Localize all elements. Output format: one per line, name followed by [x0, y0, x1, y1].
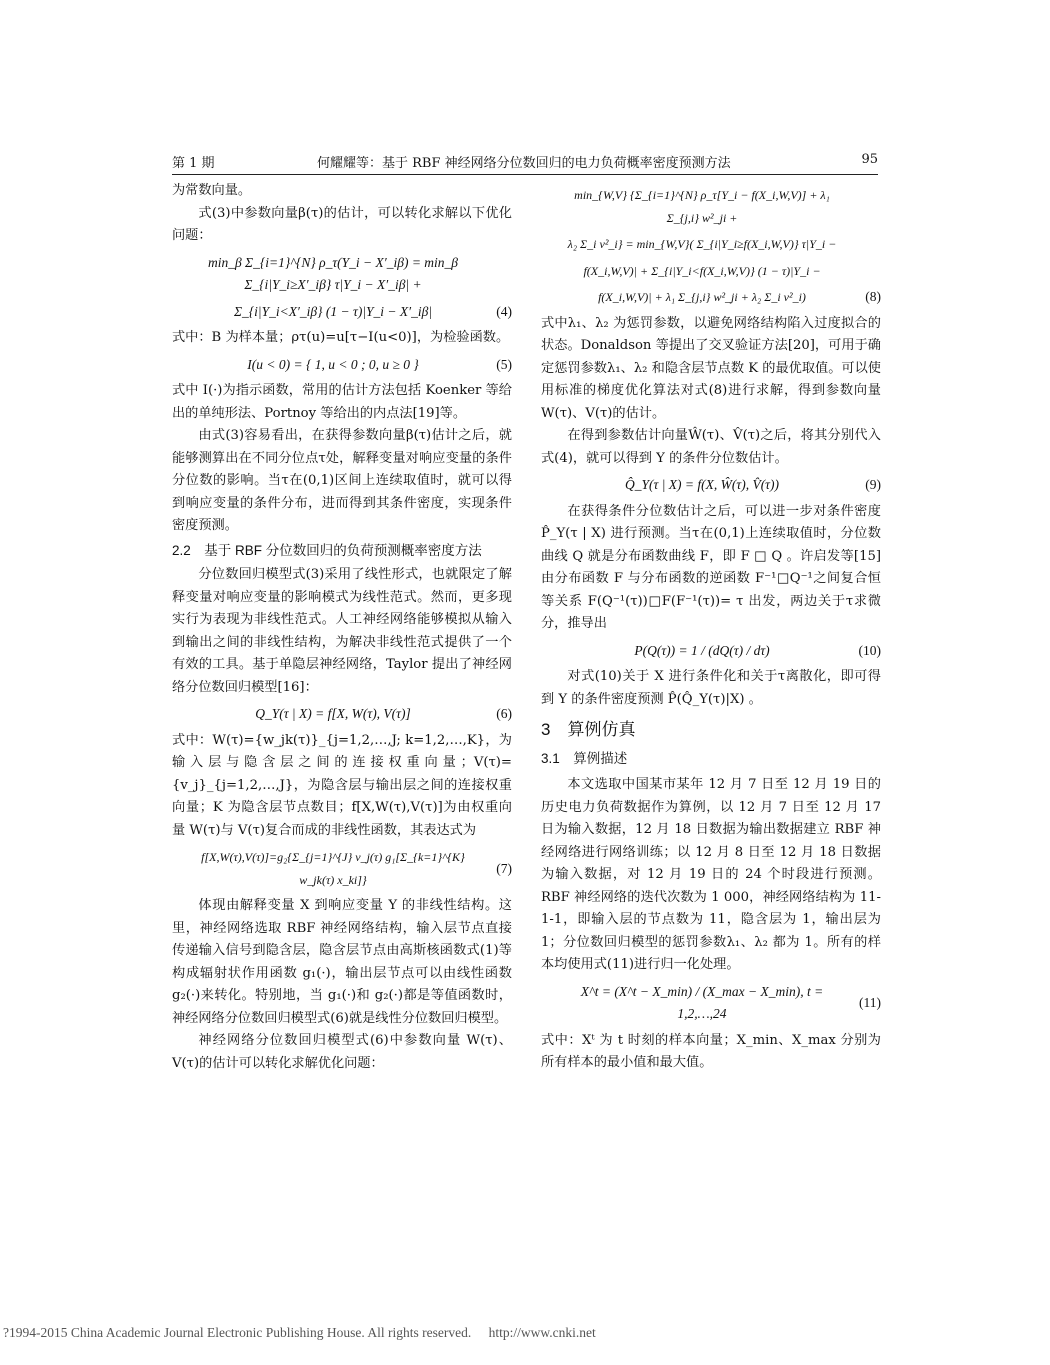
- paragraph: 由式(3)容易看出，在获得参数向量β(τ)估计之后，就能够测算出在不同分位点τ处，解释变量对响应变量的条件分位数的影响。当τ在(0,1)区间上连续取值时，就可以得到响应变量的条件分布，进而得到其条件密度，实现条件密度预测。: [172, 428, 512, 533]
- equation-number: (5): [496, 356, 512, 372]
- equation-5: [172, 354, 512, 377]
- equation-10: [541, 640, 881, 663]
- page-number: 95: [861, 152, 878, 167]
- equation-number: (11): [859, 994, 881, 1010]
- equation-body: f[X,W(τ),V(τ)]=g₂{Σ_{j=1}^{J} v_j(τ) g₁[Σ_{k=1}^{K} w_jk(τ) x_ki]}: [201, 850, 465, 887]
- equation-8: [541, 184, 881, 229]
- equation-11: [541, 981, 881, 1026]
- equation-body: I(u < 0) = { 1, u < 0 ; 0, u ≥ 0 }: [247, 356, 419, 372]
- equation-6: [172, 703, 512, 726]
- equation-4-cont: [172, 301, 512, 324]
- equation-8: [541, 286, 881, 309]
- right-column: [541, 180, 881, 1075]
- paragraph: 式中 I(·)为指示函数，常用的估计方法包括 Koenker 等给出的单纯形法、Portnoy 等给出的内点法[19]等。: [172, 383, 512, 421]
- running-header: [172, 150, 878, 175]
- equation-number: (9): [865, 477, 881, 492]
- section-heading: 2.2 基于 RBF 分位数回归的负荷预测概率密度方法: [172, 542, 482, 558]
- left-column: [172, 180, 512, 1075]
- paragraph: 式中：Xᵗ 为 t 时刻的样本向量；X_min、X_max 分别为所有样本的最小值和最大值。: [541, 1032, 881, 1070]
- footer-url[interactable]: http://www.cnki.net: [488, 1325, 596, 1340]
- paragraph: 在得到参数估计向量Ŵ(τ)、V̂(τ)之后，将其分别代入式(4)，就可以得到 Y 的条件分位数估计。: [541, 428, 881, 466]
- equation-number: (7): [496, 860, 512, 876]
- equation-number: (4): [496, 303, 512, 319]
- issue-label: 第 1 期: [172, 156, 215, 171]
- equation-7: [172, 846, 512, 891]
- equation-body: λ₂ Σ_i v²_i} = min_{W,V}( Σ_{i|Y_i≥f(X_i,W,V)} τ|Y_i −: [567, 237, 837, 251]
- paragraph: 体现由解释变量 X 到响应变量 Y 的非线性结构。这里，神经网络选取 RBF 神经网络结构，输入层节点直接传递输入信号到隐含层，隐含层节点由高斯核函数式(1)等构成辐射状作用函数 g₁(·)，输出层节点可以由线性函数 g₂(·)来转化。特别地，当 g₁(·)和 g₂(·)都是等值函数时，神经网络分位数回归模型式(6)就是线性分位数回归模型。: [172, 898, 512, 1026]
- running-title: 何耀耀等：基于 RBF 神经网络分位数回归的电力负荷概率密度预测方法: [317, 156, 731, 171]
- equation-body: f(X_i,W,V)| + Σ_{i|Y_i<f(X_i,W,V)} (1 − τ)|Y_i −: [583, 263, 821, 278]
- paragraph: 分位数回归模型式(3)采用了线性形式，也就限定了解释变量对响应变量的影响模式为线性范式。然而，更多现实行为表现为非线性范式。人工神经网络能够模拟从输入到输出之间的非线性结构，为解决非线性范式提供了一个有效的工具。基于单隐层神经网络，Taylor 提出了神经网络分位数回归模型[16]：: [172, 567, 512, 695]
- equation-body: Q̂_Y(τ | X) = f(X, Ŵ(τ), V̂(τ)): [624, 477, 780, 492]
- equation-body: P(Q(τ)) = 1 / (dQ(τ) / dτ): [634, 642, 770, 658]
- paragraph: 对式(10)关于 X 进行条件化和关于τ离散化，即可得到 Y 的条件密度预测 P̂(Q̂_Y(τ)|X) 。: [541, 669, 881, 707]
- paragraph: 式中：W(τ)={w_jk(τ)}_{j=1,2,…,J; k=1,2,…,K}，为输入层与隐含层之间的连接权重向量；V(τ)={v_j}_{j=1,2,…,J}，为隐含层与输出层之间的连接权重向量；K 为隐含层节点数目；f[X,W(τ),V(τ)]为由权重向量 W(τ)与 V(τ)复合而成的非线性函数，其表达式为: [172, 732, 512, 838]
- paragraph: 在获得条件分位数估计之后，可以进一步对条件密度 P̂_Y(τ | X) 进行预测。当τ在(0,1)上连续取值时，分位数曲线 Q 就是分布函数曲线 F，即 F □ Q 。许启发等[15]由分布函数 F 与分布函数的逆函数 F⁻¹□Q⁻¹之间复合恒等关系 F(Q⁻¹(τ))□F(F⁻¹(τ))= τ 出发，两边关于τ求微分，推导出: [541, 503, 881, 631]
- copyright-footer: [0, 1325, 1050, 1341]
- copyright-text: ?1994-2015 China Academic Journal Electronic Publishing House. All rights reserved.: [3, 1325, 472, 1340]
- equation-number: (10): [858, 642, 881, 658]
- paragraph: 式中：B 为样本量；ρτ(u)=u[τ−I(u<0)]，为检验函数。: [172, 330, 510, 345]
- equation-number: (8): [865, 289, 881, 304]
- paragraph: 式中λ₁、λ₂ 为惩罚参数，以避免网络结构陷入过度拟合的状态。Donaldson 等提出了交叉验证方法[20]，可用于确定惩罚参数λ₁、λ₂ 和隐含层节点数 K 的最优取值。可以使用标准的梯度优化算法对式(8)进行求解，得到参数向量 W(τ)、V(τ)的估计。: [541, 315, 881, 421]
- paragraph: 为常数向量。: [172, 183, 252, 198]
- paragraph: 式(3)中参数向量β(τ)的估计，可以转化求解以下优化问题：: [172, 205, 512, 243]
- equation-body: min_{W,V} {Σ_{i=1}^{N} ρ_τ[Y_i − f(X_i,W,V)] + λ₁ Σ_{j,i} w²_ji +: [574, 188, 830, 225]
- equation-8: [541, 260, 881, 283]
- equation-body: Q_Y(τ | X) = f[X, W(τ), V(τ)]: [255, 706, 411, 721]
- equation-body: f(X_i,W,V)| + λ₁ Σ_{j,i} w²_ji + λ₂ Σ_i v²_i): [598, 290, 806, 304]
- section-heading: 3 算例仿真: [541, 720, 636, 739]
- paragraph: 神经网络分位数回归模型式(6)中参数向量 W(τ)、V(τ)的估计可以转化求解优化问题：: [172, 1033, 512, 1071]
- subsection-heading: 3.1 算例描述: [541, 750, 628, 766]
- equation-body: X^t = (X^t − X_min) / (X_max − X_min), t = 1,2,…,24: [580, 983, 824, 1021]
- equation-body: min_β Σ_{i=1}^{N} ρ_τ(Y_i − X′_iβ) = min_β Σ_{i|Y_i≥X′_iβ} τ|Y_i − X′_iβ| +: [207, 254, 459, 292]
- equation-body: Σ_{i|Y_i<X′_iβ} (1 − τ)|Y_i − X′_iβ|: [233, 303, 433, 319]
- equation-9: [541, 474, 881, 497]
- equation-8: [541, 233, 881, 256]
- equation-4: [172, 252, 512, 297]
- equation-number: (6): [496, 706, 512, 721]
- paragraph: 本文选取中国某市某年 12 月 7 日至 12 月 19 日的历史电力负荷数据作为算例，以 12 月 7 日至 12 月 17 日为输入数据，12 月 18 日数据为输出数据建立 RBF 神经网络进行网络训练；以 12 月 8 日至 12 月 18 日数据为输入数据，对 12 月 19 日的 24 个时段进行预测。RBF 神经网络的迭代次数为 1 000，神经网络结构为 11-1-1，即输入层的节点数为 11，隐含层为 1，输出层为 1；分位数回归模型的惩罚参数λ₁、λ₂ 都为 1。所有的样本均使用式(11)进行归一化处理。: [541, 777, 881, 972]
